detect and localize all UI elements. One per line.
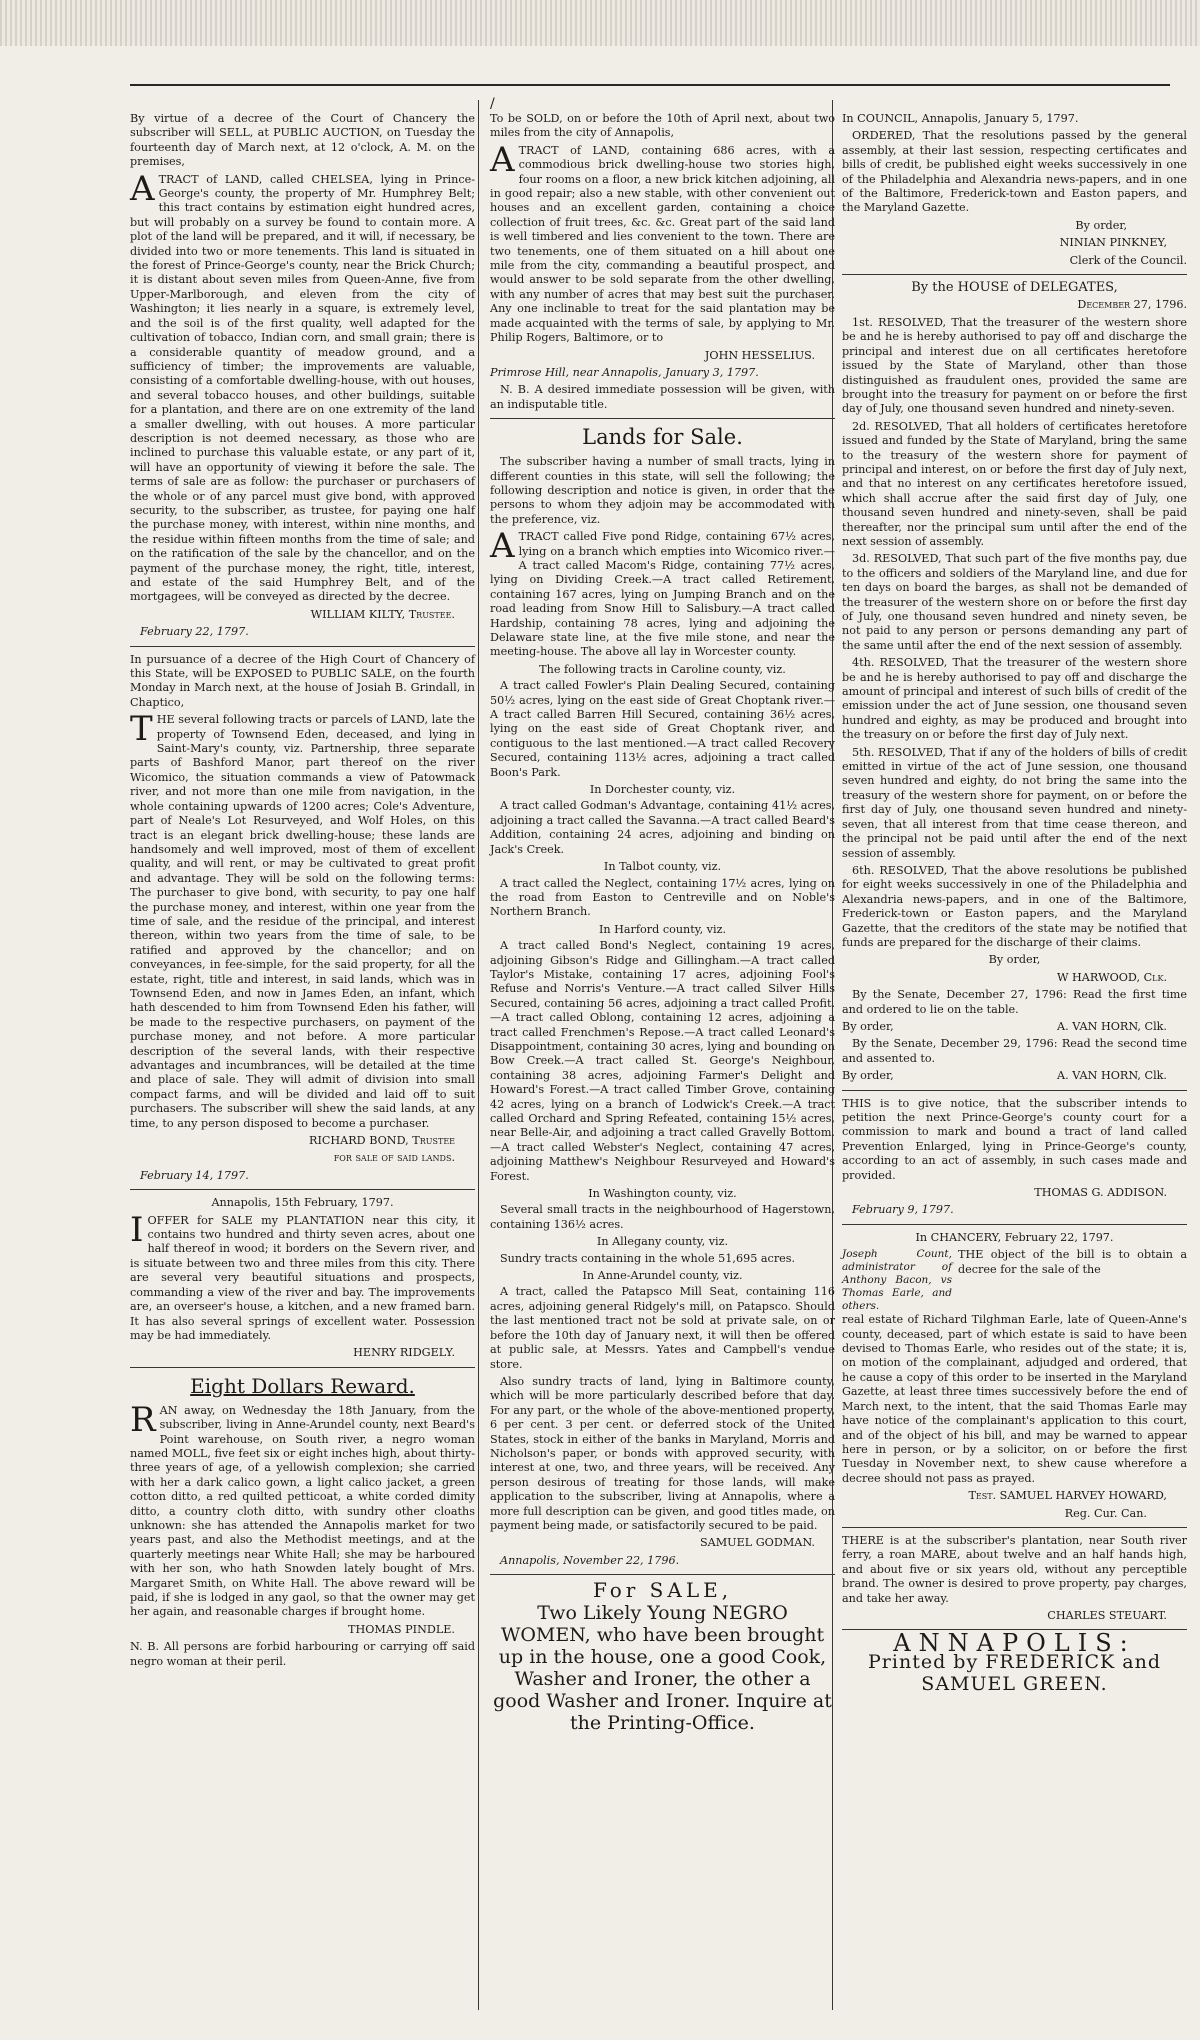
chancery-test-title: Reg. Cur. Can. xyxy=(1064,1506,1147,1520)
ad-intro: In pursuance of a decree of the High Court of Chancery of this State, will be EXPOSED to PUBLIC SALE, on the fourth Monday in March next, at the house of Josiah B. Grindall, in Chaptico, xyxy=(130,652,475,709)
imprint-place: ANNAPOLIS: xyxy=(893,1629,1136,1658)
house-signer: W HARWOOD, Clk. xyxy=(1057,970,1167,984)
for-sale-body: Two Likely Young NEGRO WOMEN, who have been brought up in the house, one a good Cook, Washer and Ironer, the other a good Washer and Ironer. Inquire at the Printing-Office. xyxy=(493,1601,832,1734)
chelsea-sale-ad xyxy=(130,112,475,640)
council-signer-title: Clerk of the Council. xyxy=(1069,253,1187,267)
talbot-tracts: A tract called the Neglect, containing 17½ acres, lying on the road from Easton to Centreville and on Noble's Northern Branch. xyxy=(490,876,835,919)
drop-cap: I xyxy=(130,1209,144,1250)
allegany-tracts: Sundry tracts containing in the whole 51,695 acres. xyxy=(500,1251,796,1265)
mare-signer: CHARLES STEUART. xyxy=(1047,1608,1167,1622)
notice-signer: THOMAS G. ADDISON. xyxy=(1034,1186,1167,1200)
senate-second-reading: By the Senate, December 29, 1796: Read the second time and assented to. xyxy=(842,1037,1187,1065)
county-heading: In Harford county, viz. xyxy=(598,922,727,936)
drop-cap: A xyxy=(490,139,515,180)
baltimore-tracts: Also sundry tracts of land, lying in Baltimore county, which will be more particularly described before that day. For any part, or the whole of the above-mentioned property, 6 per cent. 3 per cent. or deferred stock of the United States, stock in either of the banks in Maryland, Morris and Nicholson's paper, or bonds with approved security, with interest at one, two, and three years, will be received. Any person desirous of treating for those lands, will make application to the subscriber, living at Annapolis, where a more full description can be given, and good titles made, on payment being made, or satisfactorily secured to be paid. xyxy=(490,1374,835,1532)
column-1 xyxy=(130,112,475,1672)
county-heading: In Allegany county, viz. xyxy=(596,1235,729,1249)
column-2 xyxy=(490,112,835,1738)
by-order: By order, xyxy=(842,1019,894,1033)
stray-mare-notice xyxy=(842,1534,1187,1623)
separator xyxy=(490,418,835,419)
ad-signer: WILLIAM KILTY, Trustee. xyxy=(310,607,455,621)
chancery-heading: In CHANCERY, February 22, 1797. xyxy=(915,1230,1114,1244)
mare-body: THERE is at the subscriber's plantation, near South river ferry, a roan MARE, about twelve and an half hands high, and about five or six years old, without any perceptible brand. The owner is desired to prove property, pay charges, and take her away. xyxy=(842,1533,1187,1605)
drop-cap: A xyxy=(130,168,155,209)
ad-body: RAN away, on Wednesday the 18th January, from the subscriber, living in Anne-Arundel county, next Beard's Point warehouse, on South river, a negro woman named MOLL, five feet six or eight inches high, about thirty-three years of age, of a yellowish complexion; she carried with her a dark calico gown, a light calico jacket, a green cotton ditto, a red quilted petticoat, a white corded dimity ditto, a country cloth ditto, with sundry other cloaths unknown: she has attended the Annapolis market for two years past, and also the Methodist meetings, and at the quarterly meetings near White Hall; she may be harboured with her son, who hath Snowden lately bought of Mrs. Margaret Smith, on White Hall. The above reward will be paid, if she is lodged in any gaol, so that the owner may get her again, and reasonable charges if brought home. xyxy=(130,1399,475,1619)
reward-ad xyxy=(130,1374,475,1669)
by-order: By order, xyxy=(988,953,1041,967)
drop-cap: T xyxy=(130,709,153,750)
addison-notice xyxy=(842,1097,1187,1218)
ad-signer: RICHARD BOND, Trustee xyxy=(309,1134,455,1148)
ad-note: N. B. All persons are forbid harbouring or carrying off said negro woman at their peril. xyxy=(130,1640,475,1668)
ad-signer: THOMAS PINDLE. xyxy=(347,1622,455,1636)
house-resolutions xyxy=(842,281,1187,1084)
caroline-tracts: A tract called Fowler's Plain Dealing Secured, containing 50½ acres, lying on the east side of Great Choptank river.—A tract called Barren Hill Secured, containing 36½ acres, lying on the east side of Great Choptank river, and contiguous to the last mentioned.—A tract called Recovery Secured, containing 113½ acres, adjoining a tract called Boon's Park. xyxy=(490,679,835,779)
council-signer: NINIAN PINKNEY, xyxy=(1059,236,1167,250)
page-top-margin xyxy=(0,0,1200,46)
chancery-body: real estate of Richard Tilghman Earle, late of Queen-Anne's county, deceased, part of which estate is said to have been devised to Thomas Earle, who resides out of the state; it is, on motion of the complainant, adjudged and ordered, that he cause a copy of this order to be inserted in the Maryland Gazette, at least three times successively before the end of March next, to the intent, that the said Thomas Earle may have notice of the complainant's application to this court, and of the object of his bill, and may be warned to appear here in person, or by a solicitor, on or before the first Tuesday in November next, to shew cause wherefore a decree should not pass as prayed. xyxy=(842,1313,1187,1485)
column-rule-1 xyxy=(478,100,479,2010)
senate-first-reading: By the Senate, December 27, 1796: Read the first time and ordered to lie on the table. xyxy=(842,988,1187,1016)
plantation-sale-ad xyxy=(130,1196,475,1360)
by-order: By order, xyxy=(1075,218,1127,232)
senate-signoff-1 xyxy=(842,1020,1187,1034)
ad-place: Primrose Hill, near Annapolis, January 3, 1797. xyxy=(490,365,759,379)
separator xyxy=(842,274,1187,275)
dorchester-tracts: A tract called Godman's Advantage, containing 41½ acres, adjoining a tract called the Savanna.—A tract called Beard's Addition, containing 24 acres, adjoining and binding on Jack's Creek. xyxy=(490,799,835,856)
ad-intro: By virtue of a decree of the Court of Chancery the subscriber will SELL, at PUBLIC AUCTION, on Tuesday the fourteenth day of March next, at 12 o'clock, A. M. on the premises, xyxy=(130,112,475,169)
drop-cap: A xyxy=(490,526,515,567)
county-heading: The following tracts in Caroline county, viz. xyxy=(539,662,786,676)
separator xyxy=(842,1224,1187,1225)
separator xyxy=(130,1367,475,1368)
senate-signoff-2 xyxy=(842,1069,1187,1083)
county-heading: In Talbot county, viz. xyxy=(603,860,722,874)
resolution-2: 2d. RESOLVED, That all holders of certificates heretofore issued and funded by the State of Maryland, bring the same to the treasury of the western shore for payment of principal and interest, on or before the first day of July next, and that no interest on any certificates heretofore issued, which shall accrue after the said first day of July, one thousand seven hundred and ninety-seven, shall be paid thereafter, nor the principal sum until after the end of the next session of assembly. xyxy=(842,419,1187,548)
ad-dateline: Annapolis, 15th February, 1797. xyxy=(211,1196,394,1210)
case-object: THE object of the bill is to obtain a decree for the sale of the xyxy=(958,1248,1187,1276)
lands-title: Lands for Sale. xyxy=(582,425,743,450)
senate-signer: A. VAN HORN, Clk. xyxy=(1057,1019,1167,1033)
worcester-tracts: ATRACT called Five pond Ridge, containing 67½ acres, lying on a branch which empties into Wicomico river.—A tract called Macom's Ridge, containing 77½ acres, lying on Dividing Creek.—A tract called Retirement, containing 167 acres, lying on Jumping Branch and on the road leading from Snow Hill to Salisbury.—A tract called Hardship, containing 78 acres, lying and adjoining the Delaware state line, at the five mile stone, and near the meeting-house. The above all lay in Worcester county. xyxy=(490,526,835,659)
washington-tracts: Several small tracts in the neighbourhood of Hagerstown, containing 136½ acres. xyxy=(490,1203,835,1231)
house-date: December 27, 1796. xyxy=(1077,298,1187,312)
imprint-printer: Printed by FREDERICK and SAMUEL GREEN. xyxy=(868,1650,1161,1695)
notice-body: THIS is to give notice, that the subscriber intends to petition the next Prince-George's county court for a commission to mark and bound a tract of land called Prevention Enlarged, lying in Prince-George's county, according to an act of assembly, in such cases made and provided. xyxy=(842,1096,1187,1182)
resolution-6: 6th. RESOLVED, That the above resolutions be published for eight weeks successively in one of the Philadelphia and Alexandria news-papers, and in one of the Baltimore, Frederick-town or Easton papers, and the Maryland Gazette, that the creditors of the state may be notified that funds are prepared for the discharge of their claims. xyxy=(842,863,1187,949)
house-heading: By the HOUSE of DELEGATES, xyxy=(911,280,1118,296)
separator xyxy=(490,1574,835,1575)
lands-for-sale-ad xyxy=(490,425,835,1568)
ad-body: ATRACT of LAND, called CHELSEA, lying in Prince-George's county, the property of Mr. Humphrey Belt; this tract contains by estimation eight hundred acres, but will probably on a survey be found to contain more. A plot of the land will be prepared, and it will, if necessary, be divided into two or more tenements. This land is situated in the forest of Prince-George's county, near the Brick Church; it is distant about seven miles from Queen-Anne, five from Upper-Marlborough, and eleven from the city of Washington; it lies nearly in a square, is extremely level, and the soil is of the first quality, well adapted for the cultivation of tobacco, Indian corn, and small grain; there is a considerable quantity of meadow ground, and a sufficiency of timber; the improvements are valuable, consisting of a comfortable dwelling-house, with out houses, and several tobacco houses, and other buildings, suitable for a plantation, and there are on one extremity of the land a smaller dwelling, with out houses. A more particular description is not deemed necessary, as those who are inclined to purchase this valuable estate, or any part of it, will have an opportunity of viewing it before the sale. The terms of sale are as follow: the purchaser or purchasers of the whole or of any parcel must give bond, with approved security, to the subscriber, as trustee, for paying one half the purchase money, with interest, within nine months, and the residue within fifteen months from the time of sale; and on the ratification of the sale by the chancellor, and on the payment of the purchase money, the right, title, interest, and estate of the said Humphrey Belt, and of the mortgagees, will be conveyed as directed by the decree. xyxy=(130,168,475,604)
ad-body: THE several following tracts or parcels of LAND, late the property of Townsend Eden, deceased, and lying in Saint-Mary's county, viz. Partnership, three separate parts of Bashford Manor, part thereof on the river Wicomico, the situation commands a view of Patowmack river, and not more than one mile from navigation, in the whole containing upwards of 1200 acres; Cole's Adventure, part of Neale's Lot Resurveyed, and Wolf Holes, on this tract is an elegant brick dwelling-house; these lands are handsomely and well improved, most of them of excellent quality, and will rent, or may be cultivated to great profit and advantage. They will be sold on the following terms: The purchaser to give bond, with security, to pay one half the purchase money, and interest, within one year from the time of sale, and the residue of the principal, and interest thereon, within two years from the time of sale, to be ratified and approved by the chancellor; and on conveyances, in fee-simple, for the said property, for all the estate, right, title and interest, in said lands, which was in Townsend Eden, and now in James Eden, an infant, which hath descended to him from Townsend Eden his father, will be made to the respective purchasers, on payment of the purchase money, and not before. A more particular description of the several lands, with their respective advantages and incumbrances, will be detailed at the time and place of sale. They will admit of division into small compact farms, and will be divided and laid off to suit purchasers. The subscriber will shew the said lands, at any time, to any person disposed to become a purchaser. xyxy=(130,709,475,1130)
reward-title: Eight Dollars Reward. xyxy=(190,1373,415,1398)
chancery-notice xyxy=(842,1231,1187,1521)
county-heading: In Washington county, viz. xyxy=(588,1187,737,1201)
lands-intro: The subscriber having a number of small tracts, lying in different counties in this state, will sell the following; the following description and notice is given, in order that the persons to whom they adjoin may be accommodated with the preference, viz. xyxy=(490,455,835,526)
resolution-4: 4th. RESOLVED, That the treasurer of the western shore be and he is hereby authorised to pay off and discharge the amount of principal and interest of such bills of credit of the emission under the act of June session, one thousand seven hundred and eighty, as may be produced and brought into the treasury on or before the first day of July next. xyxy=(842,656,1187,742)
drop-cap: R xyxy=(130,1399,156,1440)
separator xyxy=(130,1189,475,1190)
for-sale-title: For SALE, xyxy=(592,1578,733,1603)
county-heading: In Dorchester county, viz. xyxy=(589,783,736,797)
separator xyxy=(842,1090,1187,1091)
header-rule xyxy=(130,84,1170,86)
ad-date: February 22, 1797. xyxy=(140,625,249,639)
hesselius-sale-ad xyxy=(490,112,835,412)
page-mark: / xyxy=(490,96,495,112)
ad-signer: JOHN HESSELIUS. xyxy=(704,348,815,362)
column-3 xyxy=(842,112,1187,1695)
county-heading: In Anne-Arundel county, viz. xyxy=(582,1269,743,1283)
case-caption xyxy=(842,1248,1187,1313)
resolution-3: 3d. RESOLVED, That such part of the five months pay, due to the officers and soldiers of the Maryland line, and due for ten days on board the barges, as shall not be demanded of the treasurer of the western shore on or before the first day of July, one thousand seven hundred and ninety seven, be not paid to any person or persons demanding any part of the same until after the end of the next session of assembly. xyxy=(842,552,1187,652)
council-body: ORDERED, That the resolutions passed by the general assembly, at their last session, respecting certificates and bills of credit, be published eight weeks successively in one of the Philadelphia and Alexandria news-papers, and in one of the Baltimore, Frederick-town and Easton papers, and the Maryland Gazette. xyxy=(842,129,1187,215)
ad-body: IOFFER for SALE my PLANTATION near this city, it contains two hundred and thirty seven acres, about one half thereof in wood; it borders on the Severn river, and is situate between two and three miles from this city. There are several very beautiful situations and prospects, commanding a view of the river and bay. The improvements are, an overseer's house, a kitchen, and a new framed barn. It has also several springs of excellent water. Possession may be had immediately. xyxy=(130,1209,475,1342)
senate-signer: A. VAN HORN, Clk. xyxy=(1057,1069,1167,1083)
ad-date: February 14, 1797. xyxy=(140,1168,249,1182)
negro-women-sale-ad xyxy=(490,1578,835,1734)
harford-tracts: A tract called Bond's Neglect, containing 19 acres, adjoining Gibson's Ridge and Gillingham.—A tract called Taylor's Mistake, containing 17 acres, adjoining Fool's Refuse and Norris's Venture.—A tract called Silver Hills Secured, containing 56 acres, adjoining a tract called Profit.—A tract called Oblong, containing 12 acres, adjoining a tract called Frenchmen's Repose.—A tract called Leonard's Disappointment, containing 30 acres, lying and bounding on Bow Creek.—A tract called St. George's Neighbour, containing 38 acres, adjoining Farmer's Delight and Howard's Forest.—A tract called Timber Grove, containing 42 acres, lying on a branch of Lodwick's Creek.—A tract called Orchard and Spring Refeated, containing 15½ acres, near Belle-Air, and adjoining a tract called Gravelly Bottom.—A tract called Webster's Neglect, containing 47 acres, adjoining Matthew's Neighbour Resurveyed and Howard's Forest. xyxy=(490,939,835,1183)
ad-note: N. B. A desired immediate possession will be given, with an indisputable title. xyxy=(490,383,835,411)
separator xyxy=(130,646,475,647)
case-parties: Joseph Count, administrator of Anthony Bacon, vs Thomas Earle, and others. xyxy=(842,1248,952,1313)
ad-intro: To be SOLD, on or before the 10th of April next, about two miles from the city of Annapolis, xyxy=(490,112,835,140)
ad-signer: SAMUEL GODMAN. xyxy=(699,1536,815,1550)
notice-date: February 9, 1797. xyxy=(852,1203,954,1217)
ad-body: ATRACT of LAND, containing 686 acres, with a commodious brick dwelling-house two stories high, four rooms on a floor, a new brick kitchen adjoining, all in good repair; also a new stable, with other convenient out houses and an excellent garden, containing a choice collection of fruit trees, &c. &c. Great part of the said land is well timbered and lies convenient to the town. There are two tenements, one of them situated on a hill about one mile from the city, commanding a beautiful prospect, and would answer to be sold separate from the other dwelling, with any number of acres that may best suit the purchaser. Any one inclinable to treat for the said plantation may be made acquainted with the terms of sale, by applying to Mr. Philip Rogers, Baltimore, or to xyxy=(490,139,835,345)
resolution-5: 5th. RESOLVED, That if any of the holders of bills of credit emitted in virtue of the act of June session, one thousand seven hundred and eighty, do not bring the same into the treasury of the western shore for payment, on or before the first day of July, one thousand seven hundred and ninety-seven, that all interest from that time cease thereon, and the principal not be paid until after the end of the next session of assembly. xyxy=(842,745,1187,860)
chancery-test: Test. SAMUEL HARVEY HOWARD, xyxy=(968,1489,1167,1503)
imprint xyxy=(842,1629,1187,1695)
eden-lands-ad xyxy=(130,653,475,1184)
anne-arundel-tracts: A tract, called the Patapsco Mill Seat, containing 116 acres, adjoining general Ridgely's mill, on Patapsco. Should the last mentioned tract not be sold at private sale, on or before the 10th day of January next, it will then be offered at public sale, at Messrs. Yates and Campbell's vendue store. xyxy=(490,1285,835,1371)
by-order: By order, xyxy=(842,1069,894,1083)
ad-signer: HENRY RIDGELY. xyxy=(353,1346,455,1360)
council-heading: In COUNCIL, Annapolis, January 5, 1797. xyxy=(842,112,1079,125)
ad-signer-title: for sale of said lands. xyxy=(333,1151,455,1165)
resolution-1: 1st. RESOLVED, That the treasurer of the western shore be and he is hereby authorised to pay off and discharge the principal and interest due on all certificates heretofore issued by the State of Maryland, other than those distinguished as fraudulent ones, provided the same are brought into the treasury for payment on or before the first day of July, one thousand seven hundred and ninety-seven. xyxy=(842,315,1187,416)
ad-date: Annapolis, November 22, 1796. xyxy=(500,1553,680,1567)
council-notice xyxy=(842,112,1187,268)
separator xyxy=(842,1527,1187,1528)
